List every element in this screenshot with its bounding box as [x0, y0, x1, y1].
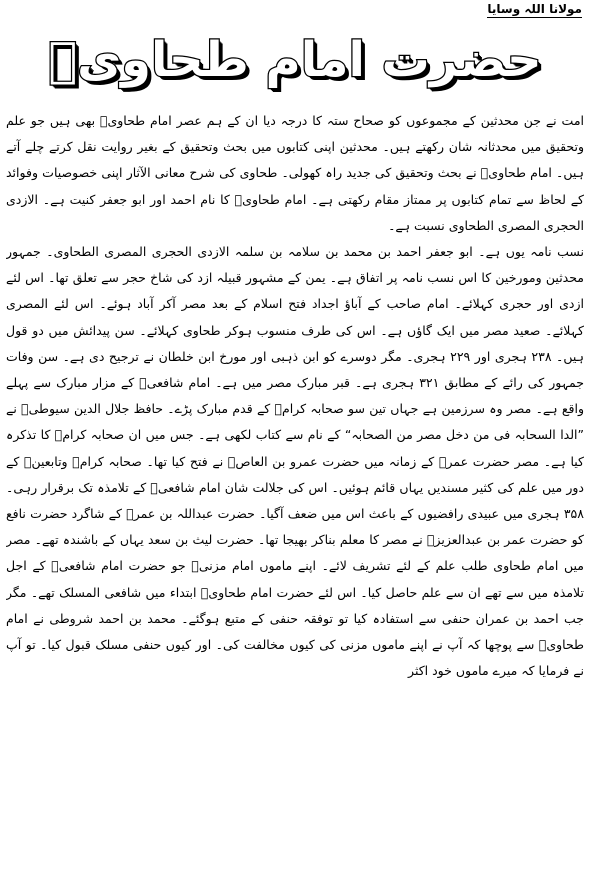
- article-body: [6, 108, 584, 892]
- author-name: مولانا اللہ وسایا: [487, 2, 582, 16]
- title-banner: [0, 22, 590, 98]
- paragraph: امت نے جن محدثین کے مجموعوں کو صحاح ستہ کا درجہ دیا ان کے ہم عصر امام طحاویؒ بھی ہیں جو علم وتحقیق میں محدثانہ شان رکھتے ہیں۔ محدثین اپنی کتابوں میں بحث وتحقیق کے بغیر روایت نقل کرتے چلے آتے ہیں۔ امام طحاویؒ نے بحث وتحقیق کی جدید راہ کھولی۔ طحاوی کی شرح معانی الآثار اپنی خصوصیات وفوائد کے لحاظ سے تمام کتابوں پر ممتاز مقام رکھتی ہے۔ امام طحاویؒ کا نام احمد اور ابو جعفر کنیت ہے۔ الازدی الحجری المصری الطحاوی نسبت ہے۔: [6, 113, 584, 233]
- article-title: حضرت امام طحاویؒ: [48, 32, 542, 88]
- paragraph: نسب نامہ یوں ہے۔ ابو جعفر احمد بن محمد بن سلامہ بن سلمہ الازدی الحجری المصری الطحاوی۔ جمہور محدثین ومورخین کا اس نسب نامہ پر اتفاق ہے۔ یمن کے مشہور قبیلہ ازد کی شاخ حجر سے تعلق تھا۔ اس لئے ازدی اور حجری کہلائے۔ امام صاحب کے آباؤ اجداد فتح اسلام کے بعد مصر آکر آباد ہوئے۔ اس لئے المصری کہلائے۔ صعید مصر میں ایک گاؤں ہے۔ اس کی طرف منسوب ہوکر طحاوی کہلائے۔ سن پیدائش میں دو قول ہیں۔ ۲۳۸ ہجری اور ۲۲۹ ہجری۔ مگر دوسرے کو ابن ذہبی اور مورخ ابن خلطان نے ترجیح دی ہے۔ سن وفات جمہور کی رائے کے مطابق ۳۲۱ ہجری ہے۔ قبر مبارک مصر میں ہے۔ امام شافعیؒ کے مزار مبارک سے پہلے واقع ہے۔ مصر وہ سرزمین ہے جہاں تین سو صحابہ کرامؓ کے قدم مبارک پڑے۔ حافظ جلال الدین سیوطیؒ نے ”الدا السحابہ فی من دخل مصر من الصحابہ“ کے نام سے کتاب لکھی ہے۔ جس میں ان صحابہ کرامؓ کا تذکرہ کیا ہے۔ مصر حضرت عمرؓ کے زمانہ میں حضرت عمرو بن العاصؓ نے فتح کیا تھا۔ صحابہ کرامؓ وتابعینؒ کے دور میں علم کی کثیر مسندیں یہاں قائم ہوئیں۔ اس کی جلالت شان امام شافعیؒ کے تلامذہ تک برقرار رہی۔ ۳۵۸ ہجری میں عبیدی رافضیوں کے باعث اس میں ضعف آگیا۔ حضرت عبداللہ بن عمرؓ کے شاگرد حضرت نافع کو حضرت عمر بن عبدالعزیزؒ نے مصر کا معلم بناکر بھیجا تھا۔ حضرت لیث بن سعد یہاں کے باشندہ تھے۔ مصر میں امام طحاوی طلب علم کے لئے تشریف لائے۔ اپنے ماموں امام مزنیؒ جو حضرت امام شافعیؒ کے اجل تلامذہ میں سے تھے ان سے علم حاصل کیا۔ اس لئے حضرت امام طحاویؒ ابتداء میں شافعی المسلک تھے۔ مگر جب احمد بن عمران حنفی سے استفادہ کیا تو توفقہ حنفی کے متبع ہوگئے۔ محمد بن احمد شروطی نے امام طحاویؒ سے پوچھا کہ آپ نے اپنے ماموں مزنی کی کیوں مخالفت کی۔ اور کیوں حنفی مسلک قبول کیا۔ تو آپ نے فرمایا کہ میرے ماموں خود اکثر: [6, 244, 584, 679]
